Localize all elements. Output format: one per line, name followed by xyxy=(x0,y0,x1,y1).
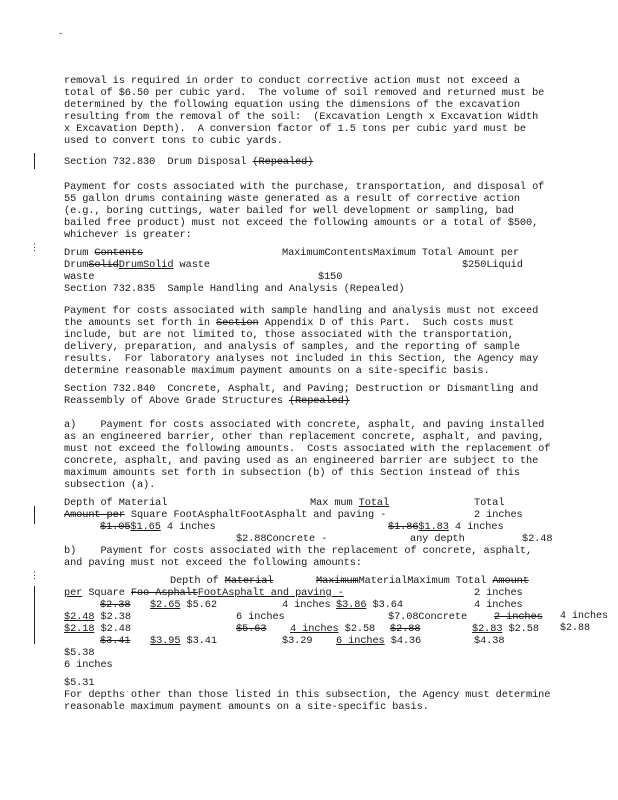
table-cell: $4.38 xyxy=(474,635,505,647)
text-line: determined by the following equation using the dimensions of the excavation xyxy=(64,99,520,111)
text-line: total of $6.50 per cubic yard. The volume of soil removed and returned must be xyxy=(64,87,545,99)
margin-mark: ⋮ xyxy=(30,571,39,581)
table-row: $2.38 xyxy=(100,599,131,611)
table-row: $2.88Concrete - xyxy=(236,533,328,545)
change-bar xyxy=(34,586,35,644)
table-header: Max mum Total xyxy=(310,497,390,509)
text-line: 55 gallon drums containing waste generated as a result of corrective action xyxy=(64,193,520,205)
text-line: include, but are not limited to, those associated with the transportation, xyxy=(64,329,514,341)
text-line: resulting from the removal of the soil: (Excavation Length x Excavation Width xyxy=(64,111,539,123)
section-heading: Section 732.840 Concrete, Asphalt, and Paving; Destruction or Dismantling and xyxy=(64,383,539,395)
table-row: $3.95 $3.41 xyxy=(150,635,217,647)
text-line: determine reasonable maximum payment amounts on a site-specific basis. xyxy=(64,365,490,377)
text-line: used to convert tons to cubic yards. xyxy=(64,135,283,147)
text-line: $5.38 xyxy=(64,647,95,659)
text-line: a) Payment for costs associated with concrete, asphalt, and paving installed xyxy=(64,419,545,431)
table-row: Amount per Square FootAsphaltFootAsphalt and paving - xyxy=(64,509,387,521)
table-row: 4 inches xyxy=(282,599,331,611)
margin-mark: ⋮ xyxy=(30,243,39,253)
section-heading: Section 732.830 Drum Disposal (Repealed) xyxy=(64,156,314,168)
text-line: maximum amounts set forth in subsection (b) of this Section instead of this xyxy=(64,467,520,479)
table-row: $7.08Concrete xyxy=(388,611,468,623)
table-row: 4 inches $2.58 xyxy=(290,623,376,635)
table-cell: waste xyxy=(64,271,95,283)
text-line: b) Payment for costs associated with the replacement of concrete, asphalt, xyxy=(64,545,533,557)
table-row: $2.48 $2.38 xyxy=(64,611,131,623)
table-row: $3.86 $3.64 xyxy=(336,599,403,611)
text-line: x Excavation Depth). A conversion factor of 1.5 tons per cubic yard must be xyxy=(64,123,527,135)
table-row: $2.65 $5.62 xyxy=(150,599,217,611)
table-row: $3.29 xyxy=(282,635,313,647)
table-row: Drum Contents xyxy=(64,247,144,259)
table-header: MaximumMaterialMaximum Total Amount xyxy=(316,575,529,587)
text-line: subsection (a). xyxy=(64,479,156,491)
hidden-value: $2.88 xyxy=(560,623,591,634)
text-line: as an engineered barrier, other than replacement concrete, asphalt, and paving, xyxy=(64,431,545,443)
table-cell: 2 inches xyxy=(474,587,523,599)
table-cell: $150 xyxy=(318,271,343,283)
text-line: 6 inches xyxy=(64,659,113,671)
section-heading: Reassembly of Above Grade Structures (Repealed) xyxy=(64,395,350,407)
table-row: $1.05$1.65 4 inches xyxy=(100,521,216,533)
table-row: $2.18 $2.48 xyxy=(64,623,131,635)
table-header: Depth of Material xyxy=(170,575,274,587)
table-row: DrumSolidDrumSolid waste xyxy=(64,259,210,271)
text-line: delivery, preparation, and analysis of samples, and the reporting of sample xyxy=(64,341,520,353)
change-bar xyxy=(34,153,35,169)
table-cell: $250Liquid xyxy=(462,259,523,271)
text-line: and paving must not exceed the following amounts: xyxy=(64,557,362,569)
table-row: $1.86$1.83 4 inches xyxy=(388,521,504,533)
table-cell: any depth xyxy=(410,533,465,545)
table-row: per Square Foo AsphaltFootAsphalt and paving - xyxy=(64,587,344,599)
text-line: whichever is greater: xyxy=(64,229,192,241)
top-mark: - xyxy=(58,29,64,39)
text-line: Payment for costs associated with sample handling and analysis must not exceed xyxy=(64,305,539,317)
table-row: $2.83 $2.58 xyxy=(472,623,539,635)
text-line: removal is required in order to conduct corrective action must not exceed a xyxy=(64,75,520,87)
table-header: Total xyxy=(474,497,505,509)
table-row: $2.88 xyxy=(390,623,421,635)
text-line: (e.g., boring cuttings, water bailed for well development or sampling, bad xyxy=(64,205,514,217)
table-cell: 4 inches xyxy=(474,599,523,611)
text-line: $5.31 xyxy=(64,677,95,689)
text-line: concrete, asphalt, and paving used as an engineered barrier are subject to the xyxy=(64,455,539,467)
table-header: MaximumContentsMaximum Total Amount per xyxy=(282,247,520,259)
text-line: For depths other than those listed in this subsection, the Agency must determine xyxy=(64,689,551,701)
table-header: Depth of Material xyxy=(64,497,168,509)
hidden-value: 4 inches xyxy=(560,611,609,622)
section-heading: Section 732.835 Sample Handling and Analysis (Repealed) xyxy=(64,283,405,295)
table-cell: 2 inches xyxy=(474,509,523,521)
table-row: $5.63 xyxy=(236,623,267,635)
text-line: bailed free product) must not exceed the following amounts or a total of $500, xyxy=(64,217,539,229)
change-bar xyxy=(34,506,35,524)
table-cell: $2.48 xyxy=(522,533,553,545)
table-row: $3.41 xyxy=(100,635,131,647)
text-line: Payment for costs associated with the purchase, transportation, and disposal of xyxy=(64,181,545,193)
table-row: 6 inches xyxy=(236,611,285,623)
table-cell: 2 inches xyxy=(494,611,543,623)
text-line: results. For laboratory analyses not included in this Section, the Agency may xyxy=(64,353,539,365)
text-line: must not exceed the following amounts. Costs associated with the replacement of xyxy=(64,443,551,455)
text-line: the amounts set forth in Section Appendix D of this Part. Such costs must xyxy=(64,317,514,329)
text-line: reasonable maximum payment amounts on a site-specific basis. xyxy=(64,701,429,713)
table-row: 6 inches $4.36 xyxy=(336,635,422,647)
